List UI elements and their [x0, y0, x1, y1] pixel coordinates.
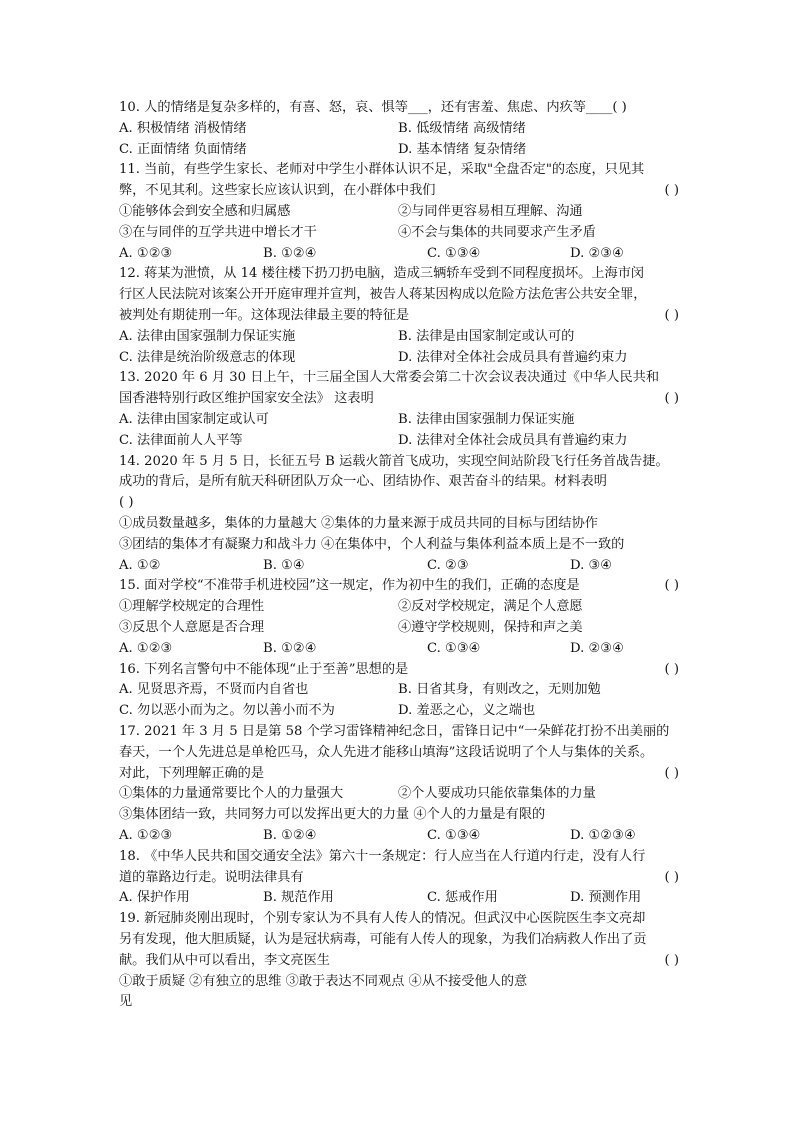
answer-blank-parentheses: ( ) [664, 308, 679, 323]
option-item: D. 基本情绪 复杂情绪 [398, 141, 527, 157]
option-item: ②个人要成功只能依靠集体的力量 [398, 786, 596, 802]
option-item: B. 法律由国家强制力保证实施 [398, 412, 575, 427]
question-text-line [119, 991, 679, 1012]
answer-choice-row [119, 825, 679, 846]
option-item: C. 法律面前人人平等 [119, 432, 243, 448]
option-row [119, 409, 679, 430]
answer-choice: B. ①②④ [263, 640, 317, 656]
option-row [119, 139, 679, 160]
answer-choice-row [119, 638, 679, 659]
answer-choice: C. ②③ [427, 557, 469, 573]
line-text: 被判处有期徒刑一年。这体现法律最主要的特征是 [119, 308, 410, 323]
option-row [119, 347, 679, 368]
answer-blank-parentheses: ( ) [664, 765, 679, 781]
question-text-line [119, 804, 679, 825]
option-item: ③在与同伴的互学共进中增长才干 [119, 224, 317, 240]
question-text-line [119, 950, 679, 971]
answer-blank-parentheses: ( ) [664, 952, 679, 968]
answer-choice: B. 规范作用 [263, 890, 334, 906]
answer-choice: C. 惩戒作用 [427, 890, 498, 906]
option-row [119, 617, 679, 638]
option-row [119, 326, 679, 347]
option-item: A. 法律由国家强制力保证实施 [119, 328, 296, 344]
line-text: 15. 面对学校“不准带手机进校园”这一规定，作为初中生的我们，正确的态度是 [119, 578, 580, 594]
answer-blank-parentheses: ( ) [664, 391, 679, 407]
line-text: 16. 下列名言警句中不能体现“止于至善”思想的是 [119, 661, 409, 677]
line-text: ①敢于质疑 ②有独立的思维 ③敢于表达不同观点 ④从不接受他人的意 [119, 973, 528, 989]
question-text-line [119, 867, 679, 888]
answer-choice: B. ①④ [263, 557, 305, 573]
option-item: A. 见贤思齐焉，不贤而内自省也 [119, 682, 309, 698]
option-item: ①理解学校规定的合理性 [119, 599, 265, 615]
line-text: 春天，一个人先进总是单枪匹马，众人先进才能移山填海”这段话说明了个人与集体的关系。 [119, 744, 654, 760]
answer-choice: C. ①③④ [427, 828, 481, 843]
option-item: ④不会与集体的共同要求产生矛盾 [398, 224, 596, 240]
answer-choice: C. ①③④ [427, 245, 481, 261]
option-row [119, 596, 679, 617]
question-text-line [119, 492, 679, 513]
option-item: B. 低级情绪 高级情绪 [398, 120, 526, 136]
question-text-line [119, 763, 679, 784]
answer-blank-parentheses: ( ) [664, 183, 679, 199]
option-item: ①集体的力量通常要比个人的力量强大 [119, 786, 344, 802]
line-text: 12. 蒋某为泄愤，从 14 楼往楼下扔刀扔电脑，造成三辆轿车受到不同程度损坏。上海市闵 [119, 266, 645, 282]
question-text-line [119, 659, 679, 680]
question-text-line [119, 388, 679, 409]
option-item: A. 法律由国家制定或认可 [119, 412, 269, 427]
answer-choice: D. ③④ [570, 557, 613, 573]
question-text-line [119, 742, 679, 763]
line-text: 成功的背后，是所有航天科研团队万众一心、团结协作、艰苦奋斗的结果。材料表明 [119, 474, 607, 490]
answer-blank-parentheses: ( ) [664, 661, 679, 677]
answer-choice-row [119, 555, 679, 576]
question-text-line [119, 908, 679, 929]
line-text: ①成员数量越多，集体的力量越大 ②集体的力量来源于成员共同的目标与团结协作 [119, 516, 598, 531]
line-text: 10. 人的情绪是复杂多样的，有喜、怒，哀、惧等___，还有害羞、焦虑、内疚等____( ) [119, 100, 627, 115]
option-row [119, 430, 679, 451]
question-text-line [119, 451, 679, 472]
answer-choice: A. ①②③ [119, 828, 173, 843]
answer-blank-parentheses: ( ) [664, 578, 679, 594]
question-text-line [119, 534, 679, 555]
answer-choice: D. ②③④ [570, 640, 624, 656]
option-item: B. 法律是由国家制定或认可的 [398, 328, 575, 344]
line-text: 18. 《中华人民共和国交通安全法》第六十一条规定：行人应当在人行道内行走，没有人行 [119, 848, 646, 864]
option-item: D. 法律对全体社会成员具有普遍约束力 [398, 432, 628, 448]
line-text: 见 [119, 994, 133, 1010]
option-item: C. 正面情绪 负面情绪 [119, 141, 247, 157]
answer-choice: A. 保护作用 [119, 890, 190, 906]
question-text-line [119, 367, 679, 388]
line-text: 19. 新冠肺炎刚出现时，个别专家认为不具有人传人的情况。但武汉中心医院医生李文亮却 [119, 911, 646, 927]
line-text: ( ) [119, 495, 134, 511]
answer-choice: D. 预测作用 [570, 890, 642, 906]
option-item: ②与同伴更容易相互理解、沟通 [398, 204, 583, 219]
question-text-line [119, 846, 679, 867]
answer-choice-row [119, 243, 679, 264]
option-row [119, 222, 679, 243]
line-text: 行区人民法院对该案公开开庭审理并宣判，被告人蒋某因构成以危险方法危害公共安全罪， [119, 287, 647, 303]
option-item: C. 勿以恶小而为之。勿以善小而不为 [119, 703, 335, 719]
question-text-line [119, 575, 679, 596]
option-row [119, 118, 679, 139]
option-row [119, 679, 679, 700]
option-row [119, 201, 679, 222]
option-item: ③反思个人意愿是否合理 [119, 620, 265, 635]
answer-choice: A. ①② [119, 557, 161, 573]
answer-choice: B. ①②④ [263, 245, 317, 261]
question-text-line [119, 513, 679, 534]
answer-choice: D. ②③④ [570, 245, 624, 261]
line-text: 国香港特别行政区维护国家安全法》 这表明 [119, 391, 374, 407]
line-text: ③集体团结一致，共同努力可以发挥出更大的力量 ④个人的力量是有限的 [119, 807, 546, 823]
option-row [119, 783, 679, 804]
line-text: 弊，不见其利。这些家长应该认识到，在小群体中我们 [119, 183, 436, 199]
question-text-line [119, 263, 679, 284]
line-text: 11. 当前，有些学生家长、老师对中学生小群体认识不足，采取"全盘否定"的态度，只见其 [119, 162, 645, 178]
question-text-line [119, 97, 679, 118]
line-text: 另有发现，他大胆质疑，认为是冠状病毒，可能有人传人的现象，为我们冶病救人作出了贡 [119, 932, 647, 947]
answer-choice: D. ①②③④ [570, 828, 636, 843]
question-text-line [119, 159, 679, 180]
question-text-line [119, 929, 679, 950]
question-text-line [119, 971, 679, 992]
line-text: 献。我们从中可以看出，李文亮医生 [119, 952, 330, 968]
answer-choice-row [119, 887, 679, 908]
question-text-line [119, 471, 679, 492]
option-item: A. 积极情绪 消极情绪 [119, 120, 247, 136]
option-item: C. 法律是统治阶级意志的体现 [119, 349, 296, 365]
question-text-line [119, 284, 679, 305]
answer-choice: B. ①②④ [263, 828, 317, 843]
answer-choice: A. ①②③ [119, 245, 173, 261]
option-item: ④遵守学校规则，保持和声之美 [398, 620, 583, 635]
answer-choice: A. ①②③ [119, 640, 173, 656]
line-text: 14. 2020 年 5 月 5 日，长征五号 B 运载火箭首飞成功，实现空间站阶段飞行任务首战告捷。 [119, 453, 669, 469]
question-text-line [119, 180, 679, 201]
option-item: B. 日省其身，有则改之，无则加勉 [398, 682, 601, 698]
line-text: ③团结的集体才有凝聚力和战斗力 ④在集体中，个人利益与集体利益本质上是不一致的 [119, 536, 625, 552]
line-text: 对此，下列理解正确的是 [119, 765, 265, 781]
option-item: ①能够体会到安全感和归属感 [119, 204, 291, 219]
answer-choice: C. ①③④ [427, 640, 481, 656]
question-text-line [119, 721, 679, 742]
option-item: D. 法律对全体社会成员具有普遍约束力 [398, 349, 628, 365]
line-text: 道的靠路边行走。说明法律具有 [119, 869, 304, 885]
answer-blank-parentheses: ( ) [664, 869, 679, 885]
option-row [119, 700, 679, 721]
option-item: ②反对学校规定，满足个人意愿 [398, 599, 583, 615]
line-text: 13. 2020 年 6 月 30 日上午，十三届全国人大常委会第二十次会议表决通过《中华人民共和 [119, 370, 660, 386]
question-text-line [119, 305, 679, 326]
option-item: D. 羞恶之心，义之端也 [398, 703, 536, 719]
line-text: 17. 2021 年 3 月 5 日是第 58 个学习雷锋精神纪念日，雷锋日记中“一朵鲜花打扮不出美丽的 [119, 724, 670, 739]
